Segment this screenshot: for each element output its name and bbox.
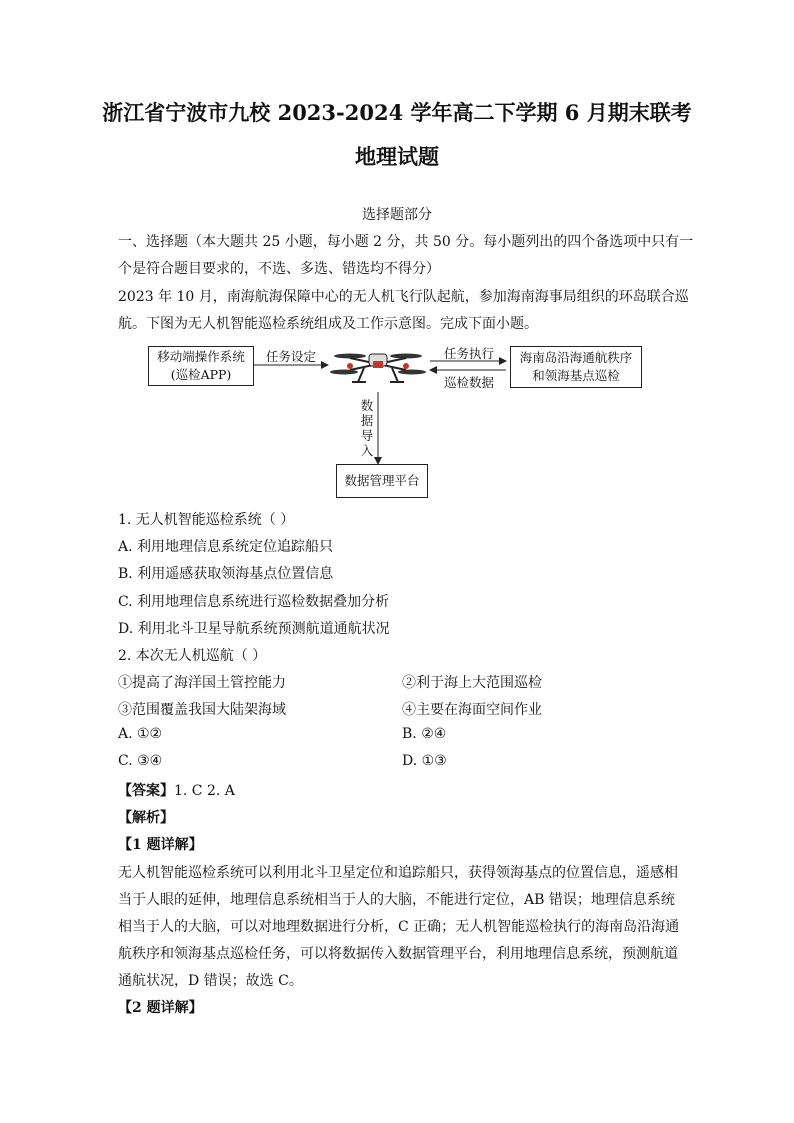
q2-option-b: B. ②④ [402,726,447,742]
patrol-data-label: 巡检数据 [444,375,495,390]
task-set-label: 任务设定 [266,349,317,364]
detail1-line5: 通航状况，D 错误；故选 C。 [118,973,303,989]
q2-option-d: D. ①③ [402,753,447,769]
detail1-label: 【1 题详解】 [118,837,203,853]
q2-item-4: ④主要在海面空间作业 [402,702,542,718]
task-exec-label: 任务执行 [444,346,495,361]
q2-item-1: ①提高了海洋国土管控能力 [118,675,286,691]
q2-option-c: C. ③④ [118,753,163,769]
hainan-patrol-box-line1: 海南岛沿海通航秩序 [519,350,633,365]
q1-option-b: B. 利用遥感获取领海基点位置信息 [118,566,334,582]
q2-item-3: ③范围覆盖我国大陆架海域 [118,702,286,718]
doc-title-line1: 浙江省宁波市九校 2023-2024 学年高二下学期 6 月期末联考 [102,100,692,125]
detail2-label: 【2 题详解】 [118,1000,203,1016]
analysis-label: 【解析】 [118,810,174,826]
hainan-patrol-box [510,346,642,388]
answer-text: 1. C 2. A [174,783,235,799]
data-platform-box [336,464,428,498]
q1-option-d: D. 利用北斗卫星导航系统预测航道通航状况 [118,621,390,637]
q2-option-a: A. ①② [118,726,163,742]
instructions-line1: 一、选择题（本大题共 25 小题，每小题 2 分，共 50 分。每小题列出的四个备选项中只有一 [118,234,694,250]
detail1-line3: 相当于人的大脑，可以对地理数据进行分析，C 正确；无人机智能巡检执行的海南岛沿海通 [118,919,680,935]
detail1-line1: 无人机智能巡检系统可以利用北斗卫星定位和追踪船只，获得领海基点的位置信息，遥感相 [118,865,678,881]
mobile-app-box-line1: 移动端操作系统 [157,349,245,364]
answer-line [118,780,235,800]
data-platform-box-label: 数据管理平台 [344,473,420,488]
mobile-app-box [148,346,254,386]
intro-line2: 航。下图为无人机智能巡检系统组成及工作示意图。完成下面小题。 [118,316,538,332]
mobile-app-box-line2: (巡检APP) [170,367,232,382]
q2-item-2: ②利于海上大范围巡检 [402,675,542,691]
hainan-patrol-box-line2: 和领海基点巡检 [532,368,620,383]
inspection-system-diagram [148,342,648,502]
data-import-label: 数据导入 [360,398,374,458]
q1-stem: 1. 无人机智能巡检系统（ ） [118,512,295,528]
detail1-line2: 当于人眼的延伸，地理信息系统相当于人的大脑，不能进行定位，AB 错误；地理信息系统 [118,892,675,908]
q2-stem: 2. 本次无人机巡航（ ） [118,648,267,664]
doc-title-line2: 地理试题 [355,144,439,169]
q1-option-c: C. 利用地理信息系统进行巡检数据叠加分析 [118,594,390,610]
detail1-line4: 航秩序和领海基点巡检任务，可以将数据传入数据管理平台，利用地理信息系统，预测航道 [118,946,678,962]
intro-line1: 2023 年 10 月，南海航海保障中心的无人机飞行队起航，参加海南海事局组织的环岛联合巡 [118,289,689,305]
answer-label: 【答案】 [118,783,174,799]
instructions-line2: 个是符合题目要求的，不选、多选、错选均不得分） [118,261,440,277]
drone-icon [330,354,426,383]
section-heading: 选择题部分 [362,207,432,223]
q1-option-a: A. 利用地理信息系统定位追踪船只 [118,539,334,555]
